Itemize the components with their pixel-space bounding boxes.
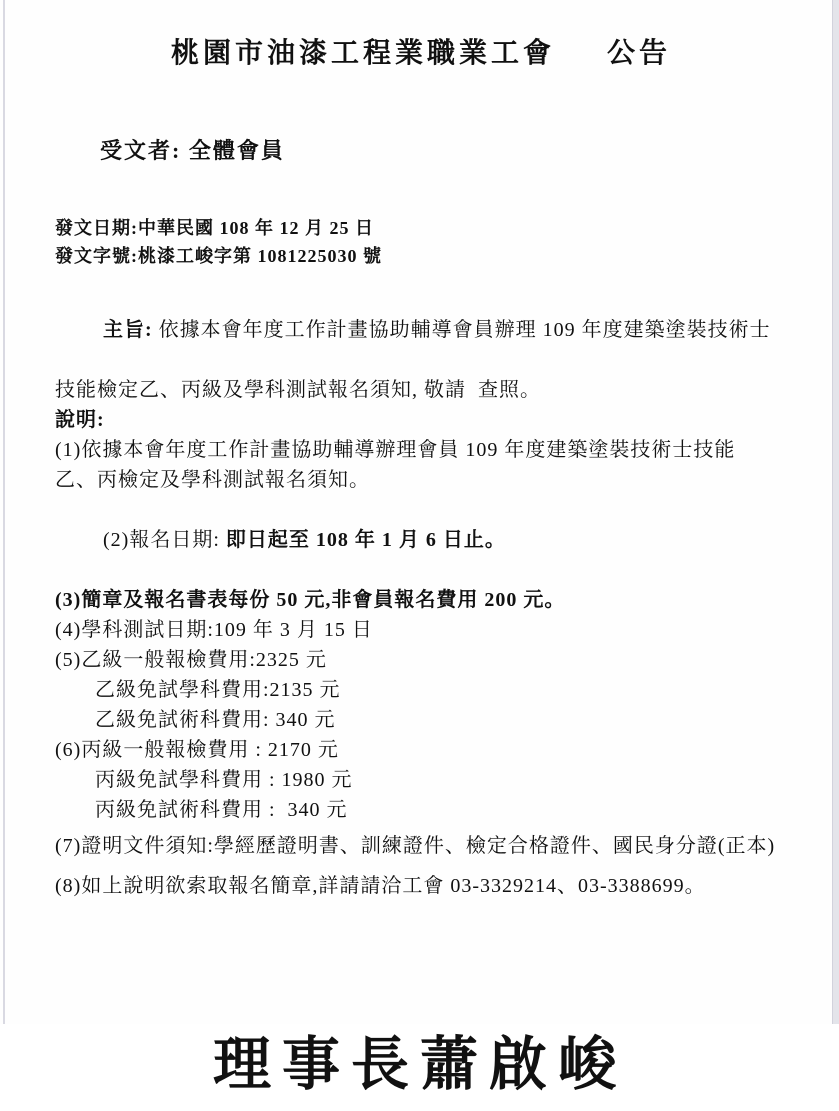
recipient-value: 全體會員 (188, 138, 285, 163)
item-7: (7)證明文件須知:學經歷證明書、訓練證件、檢定合格證件、國民身分證(正本) (55, 835, 776, 857)
document-title (55, 36, 787, 72)
explanation-label: 說明: (55, 409, 105, 431)
subject-text-1: 依據本會年度工作計畫協助輔導會員辦理 109 年度建築塗裝技術士 (158, 319, 771, 341)
item-1-line-2: 乙、丙檢定及學科測試報名須知。 (55, 469, 370, 491)
item-2-deadline: 即日起至 108 年 1 月 6 日止。 (225, 529, 506, 551)
item-1-line-1: (1)依據本會年度工作計畫協助輔導辦理會員 109 年度建築塗裝技術士技能 (55, 439, 736, 461)
recipient-line (55, 112, 787, 190)
ref-number-line: 發文字號:桃漆工峻字第 1081225030 號 (55, 246, 382, 266)
subject-line-1 (55, 285, 787, 375)
recipient-label: 受文者: (100, 138, 189, 163)
item-2 (55, 495, 787, 585)
subject-label: 主旨: (103, 319, 159, 341)
subject-line-2: 技能檢定乙、丙級及學科測試報名須知, 敬請 查照。 (55, 379, 541, 401)
item-6-sub-2: 丙級免試術科費用 : 340 元 (95, 799, 348, 821)
item-3: (3)簡章及報名書表每份 50 元,非會員報名費用 200 元。 (55, 589, 566, 611)
item-2-prefix: (2)報名日期: (103, 529, 226, 551)
item-6: (6)丙級一般報檢費用 : 2170 元 (55, 739, 339, 761)
item-5: (5)乙級一般報檢費用:2325 元 (55, 649, 327, 671)
item-8: (8)如上說明欲索取報名簡章,詳請請洽工會 03-3329214、03-3388699。 (55, 875, 706, 897)
issue-date-line: 發文日期:中華民國 108 年 12 月 25 日 (55, 218, 374, 238)
org-name: 桃園市油漆工程業職業工會 (170, 38, 555, 69)
item-6-sub-1: 丙級免試學科費用 : 1980 元 (95, 769, 353, 791)
scan-edge-right (832, 0, 839, 1024)
item-5-sub-2: 乙級免試術科費用: 340 元 (95, 709, 336, 731)
issuance-meta (55, 214, 787, 270)
item-5-sub-1: 乙級免試學科費用:2135 元 (95, 679, 341, 701)
doc-type-label: 公告 (607, 38, 672, 69)
chairman-signature: 理事長蕭啟峻 (213, 1032, 628, 1097)
item-4: (4)學科測試日期:109 年 3 月 15 日 (55, 619, 373, 641)
document-body (55, 285, 787, 901)
